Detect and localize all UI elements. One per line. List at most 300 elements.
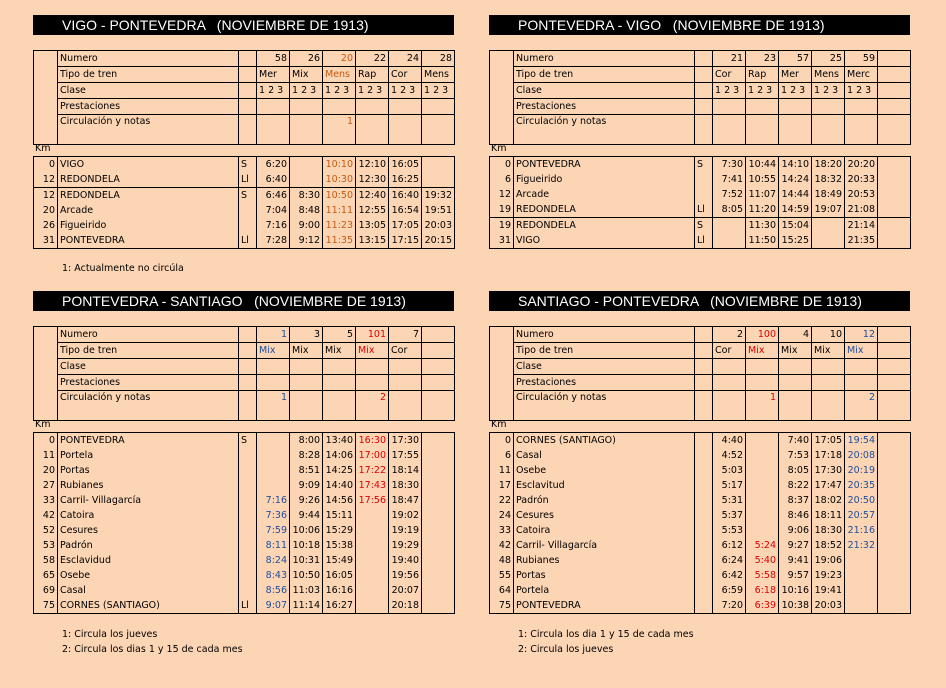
train-notas-cell	[746, 115, 779, 145]
station-row	[490, 493, 911, 508]
time-cell: 14:25	[323, 463, 356, 478]
km-cell: 65	[34, 568, 58, 583]
time-cell: 20:15	[422, 233, 455, 249]
time-cell	[878, 157, 911, 173]
time-cell: 5:40	[746, 553, 779, 568]
time-cell: 17:18	[812, 448, 845, 463]
km-label: Km	[35, 419, 51, 430]
time-cell: 17:00	[356, 448, 389, 463]
train-notas-cell: 1	[746, 391, 779, 421]
train-notas-cell	[290, 115, 323, 145]
station-row	[34, 218, 455, 233]
station-flag	[695, 508, 713, 523]
time-cell: 19:29	[389, 538, 422, 553]
station-row	[34, 568, 455, 583]
train-numero-cell: 25	[812, 51, 845, 67]
time-cell: 10:10	[323, 157, 356, 173]
train-numero-cell: 22	[356, 51, 389, 67]
station-name: Catoira	[514, 523, 695, 538]
km-cell: 52	[34, 523, 58, 538]
time-cell	[845, 583, 878, 598]
flag-spacer	[695, 51, 713, 67]
train-notas-cell	[812, 391, 845, 421]
time-cell: 17:56	[356, 493, 389, 508]
time-cell: 17:43	[356, 478, 389, 493]
time-cell: 6:20	[257, 157, 290, 173]
time-cell: 10:16	[779, 583, 812, 598]
km-cell: 31	[34, 233, 58, 249]
station-row	[34, 463, 455, 478]
time-cell	[845, 598, 878, 614]
time-cell: 7:16	[257, 493, 290, 508]
time-cell: 14:44	[779, 187, 812, 202]
train-clase-cell: 1 2 3	[257, 83, 290, 99]
station-name: Figueirido	[514, 172, 695, 187]
row-spacer	[34, 327, 58, 343]
train-numero-cell: 12	[845, 327, 878, 343]
time-cell: 17:55	[389, 448, 422, 463]
time-cell: 20:07	[389, 583, 422, 598]
station-row	[490, 463, 911, 478]
time-cell	[878, 218, 911, 234]
time-cell: 11:20	[746, 202, 779, 218]
km-cell: 53	[34, 538, 58, 553]
train-clase-cell: 1 2 3	[323, 83, 356, 99]
time-cell	[878, 202, 911, 218]
station-row	[490, 202, 911, 218]
time-cell: 12:55	[356, 203, 389, 218]
train-notas-cell: 1	[323, 115, 356, 145]
train-numero-cell: 26	[290, 51, 323, 67]
station-flag	[239, 493, 257, 508]
time-cell: 19:23	[812, 568, 845, 583]
train-tipo-cell: Cor	[389, 343, 422, 359]
station-row	[490, 218, 911, 234]
station-flag: S	[695, 157, 713, 173]
time-cell	[878, 448, 911, 463]
row-spacer	[490, 343, 514, 359]
time-cell: 18:02	[812, 493, 845, 508]
train-prest-cell	[257, 99, 290, 115]
time-cell	[878, 553, 911, 568]
time-cell	[356, 598, 389, 614]
time-cell	[878, 187, 911, 202]
time-cell: 19:06	[812, 553, 845, 568]
header-row-numero	[490, 327, 911, 343]
station-row	[34, 188, 455, 204]
train-clase-cell	[779, 359, 812, 375]
station-row	[490, 553, 911, 568]
train-notas-cell	[389, 391, 422, 421]
station-name: PONTEVEDRA	[514, 598, 695, 614]
train-clase-cell	[878, 359, 911, 375]
row-spacer	[34, 115, 58, 145]
time-cell	[878, 463, 911, 478]
train-tipo-cell: Rap	[746, 67, 779, 83]
time-cell: 9:06	[779, 523, 812, 538]
station-row	[490, 233, 911, 249]
station-row	[34, 203, 455, 218]
time-cell: 15:25	[779, 233, 812, 249]
time-cell: 21:14	[845, 218, 878, 234]
header-row-clase	[34, 359, 455, 375]
header-row-notas	[490, 391, 911, 421]
station-flag: S	[239, 433, 257, 449]
flag-spacer	[695, 83, 713, 99]
time-cell: 19:54	[845, 433, 878, 449]
time-cell: 20:57	[845, 508, 878, 523]
train-prest-cell	[422, 99, 455, 115]
time-cell	[422, 448, 455, 463]
train-numero-cell: 2	[713, 327, 746, 343]
header-row-prest	[490, 375, 911, 391]
footnote: 1: Actualmente no circúla	[62, 263, 184, 274]
train-prest-cell	[323, 99, 356, 115]
header-row-prest	[34, 99, 455, 115]
km-cell: 0	[490, 433, 514, 449]
station-flag: Ll	[239, 172, 257, 188]
time-cell: 8:05	[779, 463, 812, 478]
row-label: Prestaciones	[58, 99, 239, 115]
time-cell: 12:30	[356, 172, 389, 188]
train-tipo-cell: Mix	[290, 343, 323, 359]
time-cell: 21:08	[845, 202, 878, 218]
train-clase-cell	[356, 359, 389, 375]
time-cell: 7:59	[257, 523, 290, 538]
train-prest-cell	[746, 99, 779, 115]
row-spacer	[490, 359, 514, 375]
time-cell	[356, 538, 389, 553]
station-flag	[695, 598, 713, 614]
row-label: Clase	[514, 359, 695, 375]
km-cell: 69	[34, 583, 58, 598]
km-cell: 6	[490, 448, 514, 463]
train-notas-cell: 2	[845, 391, 878, 421]
km-cell: 20	[34, 203, 58, 218]
time-cell	[422, 598, 455, 614]
time-cell: 7:16	[257, 218, 290, 233]
flag-spacer	[239, 343, 257, 359]
train-prest-cell	[713, 99, 746, 115]
time-cell	[713, 233, 746, 249]
time-cell: 11:30	[746, 218, 779, 234]
station-row	[490, 583, 911, 598]
station-row	[34, 433, 455, 449]
time-cell: 12:40	[356, 188, 389, 204]
station-row	[34, 172, 455, 188]
flag-spacer	[695, 343, 713, 359]
train-prest-cell	[257, 375, 290, 391]
time-cell: 17:30	[389, 433, 422, 449]
train-numero-cell: 100	[746, 327, 779, 343]
time-cell: 15:38	[323, 538, 356, 553]
time-cell: 16:25	[389, 172, 422, 188]
time-cell: 18:49	[812, 187, 845, 202]
train-clase-cell: 1 2 3	[845, 83, 878, 99]
km-cell: 27	[34, 478, 58, 493]
station-row	[490, 598, 911, 614]
km-cell: 0	[34, 433, 58, 449]
train-clase-cell	[746, 359, 779, 375]
km-cell: 58	[34, 553, 58, 568]
time-cell: 11:14	[290, 598, 323, 614]
station-table	[33, 432, 455, 614]
panel-title: PONTEVEDRA - VIGO (NOVIEMBRE DE 1913)	[489, 15, 910, 35]
time-cell: 5:58	[746, 568, 779, 583]
train-clase-cell	[878, 83, 911, 99]
train-numero-cell: 57	[779, 51, 812, 67]
time-cell: 8:00	[290, 433, 323, 449]
time-cell: 8:05	[713, 202, 746, 218]
time-cell	[422, 157, 455, 173]
header-row-prest	[490, 99, 911, 115]
time-cell: 18:30	[812, 523, 845, 538]
train-tipo-cell: Mix	[356, 343, 389, 359]
time-cell: 5:37	[713, 508, 746, 523]
station-name: Casal	[514, 448, 695, 463]
station-name: REDONDELA	[514, 202, 695, 218]
time-cell: 20:03	[812, 598, 845, 614]
row-label: Circulación y notas	[514, 391, 695, 421]
station-name: Carril- Villagarcía	[58, 493, 239, 508]
time-cell	[257, 478, 290, 493]
time-cell	[356, 553, 389, 568]
station-row	[34, 583, 455, 598]
time-cell	[878, 493, 911, 508]
time-cell: 18:14	[389, 463, 422, 478]
row-label: Tipo de tren	[58, 67, 239, 83]
station-flag	[239, 583, 257, 598]
row-label: Prestaciones	[514, 99, 695, 115]
flag-spacer	[695, 359, 713, 375]
time-cell	[746, 508, 779, 523]
time-cell: 12:10	[356, 157, 389, 173]
flag-spacer	[695, 99, 713, 115]
time-cell: 11:50	[746, 233, 779, 249]
train-notas-cell	[713, 391, 746, 421]
train-tipo-cell: Mix	[845, 343, 878, 359]
km-label: Km	[491, 143, 507, 154]
time-cell: 20:20	[845, 157, 878, 173]
flag-spacer	[239, 327, 257, 343]
station-name: PONTEVEDRA	[58, 433, 239, 449]
train-numero-cell	[878, 327, 911, 343]
time-cell: 8:48	[290, 203, 323, 218]
time-cell: 10:18	[290, 538, 323, 553]
train-numero-cell: 10	[812, 327, 845, 343]
time-cell: 15:49	[323, 553, 356, 568]
station-name: REDONDELA	[58, 188, 239, 204]
train-tipo-cell	[878, 343, 911, 359]
time-cell	[356, 508, 389, 523]
flag-spacer	[239, 359, 257, 375]
km-cell: 55	[490, 568, 514, 583]
row-label: Tipo de tren	[58, 343, 239, 359]
time-cell	[422, 583, 455, 598]
time-cell: 11:35	[323, 233, 356, 249]
train-prest-cell	[845, 99, 878, 115]
km-cell: 26	[34, 218, 58, 233]
station-name: PONTEVEDRA	[514, 157, 695, 173]
time-cell: 19:19	[389, 523, 422, 538]
time-cell: 18:47	[389, 493, 422, 508]
train-notas-cell	[812, 115, 845, 145]
time-cell: 6:59	[713, 583, 746, 598]
time-cell	[746, 523, 779, 538]
km-cell: 33	[34, 493, 58, 508]
train-tipo-cell: Mens	[812, 67, 845, 83]
time-cell: 7:41	[713, 172, 746, 187]
train-prest-cell	[779, 375, 812, 391]
time-cell: 6:39	[746, 598, 779, 614]
time-cell	[422, 172, 455, 188]
km-cell: 12	[34, 172, 58, 188]
time-cell: 7:04	[257, 203, 290, 218]
time-cell: 9:57	[779, 568, 812, 583]
time-cell: 21:35	[845, 233, 878, 249]
train-clase-cell	[422, 359, 455, 375]
train-notas-cell	[845, 115, 878, 145]
time-cell: 11:07	[746, 187, 779, 202]
km-cell: 42	[490, 538, 514, 553]
time-cell	[356, 583, 389, 598]
station-flag	[695, 433, 713, 449]
train-prest-cell	[713, 375, 746, 391]
train-clase-cell: 1 2 3	[746, 83, 779, 99]
header-row-tipo	[490, 343, 911, 359]
km-cell: 11	[490, 463, 514, 478]
train-tipo-cell: Rap	[356, 67, 389, 83]
station-row	[490, 478, 911, 493]
train-tipo-cell	[878, 67, 911, 83]
time-cell: 18:11	[812, 508, 845, 523]
time-cell	[812, 218, 845, 234]
station-row	[34, 478, 455, 493]
station-name: VIGO	[58, 157, 239, 173]
time-cell: 11:11	[323, 203, 356, 218]
station-row	[490, 172, 911, 187]
time-cell: 13:05	[356, 218, 389, 233]
train-clase-cell: 1 2 3	[290, 83, 323, 99]
train-numero-cell: 5	[323, 327, 356, 343]
time-cell: 14:06	[323, 448, 356, 463]
train-clase-cell: 1 2 3	[422, 83, 455, 99]
time-cell	[878, 508, 911, 523]
station-flag	[239, 448, 257, 463]
time-cell: 20:33	[845, 172, 878, 187]
row-spacer	[34, 83, 58, 99]
time-cell	[356, 523, 389, 538]
time-cell	[845, 553, 878, 568]
time-cell: 11:03	[290, 583, 323, 598]
train-clase-cell	[713, 359, 746, 375]
train-numero-cell: 7	[389, 327, 422, 343]
station-flag: Ll	[695, 202, 713, 218]
row-spacer	[490, 115, 514, 145]
train-numero-cell: 101	[356, 327, 389, 343]
time-cell: 15:11	[323, 508, 356, 523]
train-numero-cell: 28	[422, 51, 455, 67]
time-cell: 16:40	[389, 188, 422, 204]
station-row	[34, 448, 455, 463]
train-notas-cell	[389, 115, 422, 145]
station-table	[489, 432, 911, 614]
time-cell	[290, 157, 323, 173]
flag-spacer	[695, 67, 713, 83]
row-label: Prestaciones	[58, 375, 239, 391]
station-row	[490, 538, 911, 553]
time-cell: 5:17	[713, 478, 746, 493]
train-prest-cell	[812, 99, 845, 115]
train-clase-cell: 1 2 3	[779, 83, 812, 99]
station-flag: Ll	[239, 233, 257, 249]
station-name: Casal	[58, 583, 239, 598]
time-cell: 8:46	[779, 508, 812, 523]
row-label: Clase	[514, 83, 695, 99]
time-cell: 20:35	[845, 478, 878, 493]
row-spacer	[490, 327, 514, 343]
train-clase-cell: 1 2 3	[812, 83, 845, 99]
time-cell	[878, 433, 911, 449]
km-cell: 12	[34, 188, 58, 204]
train-clase-cell	[845, 359, 878, 375]
row-spacer	[490, 391, 514, 421]
train-clase-cell	[812, 359, 845, 375]
row-spacer	[490, 51, 514, 67]
station-flag	[695, 478, 713, 493]
train-tipo-cell: Mix	[290, 67, 323, 83]
train-tipo-cell: Mer	[779, 67, 812, 83]
km-cell: 48	[490, 553, 514, 568]
station-name: Cesures	[58, 523, 239, 538]
station-flag: S	[239, 188, 257, 204]
time-cell: 20:08	[845, 448, 878, 463]
flag-spacer	[695, 327, 713, 343]
time-cell: 15:29	[323, 523, 356, 538]
train-prest-cell	[389, 99, 422, 115]
time-cell: 7:36	[257, 508, 290, 523]
time-cell: 6:46	[257, 188, 290, 204]
time-cell	[878, 538, 911, 553]
time-cell: 19:56	[389, 568, 422, 583]
time-cell: 16:54	[389, 203, 422, 218]
time-cell: 8:28	[290, 448, 323, 463]
time-cell: 16:27	[323, 598, 356, 614]
time-cell: 20:19	[845, 463, 878, 478]
km-cell: 33	[490, 523, 514, 538]
train-notas-cell	[422, 391, 455, 421]
station-table	[33, 156, 455, 249]
time-cell: 19:40	[389, 553, 422, 568]
time-cell: 19:41	[812, 583, 845, 598]
time-cell: 14:10	[779, 157, 812, 173]
time-cell: 18:52	[812, 538, 845, 553]
station-flag	[239, 218, 257, 233]
station-name: Catoira	[58, 508, 239, 523]
time-cell	[878, 523, 911, 538]
time-cell: 17:30	[812, 463, 845, 478]
time-cell: 14:24	[779, 172, 812, 187]
train-prest-cell	[845, 375, 878, 391]
station-row	[34, 508, 455, 523]
time-cell	[812, 233, 845, 249]
time-cell	[257, 448, 290, 463]
train-notas-cell	[878, 115, 911, 145]
time-cell: 6:40	[257, 172, 290, 188]
train-notas-cell: 2	[356, 391, 389, 421]
time-cell	[746, 433, 779, 449]
header-row-clase	[490, 83, 911, 99]
